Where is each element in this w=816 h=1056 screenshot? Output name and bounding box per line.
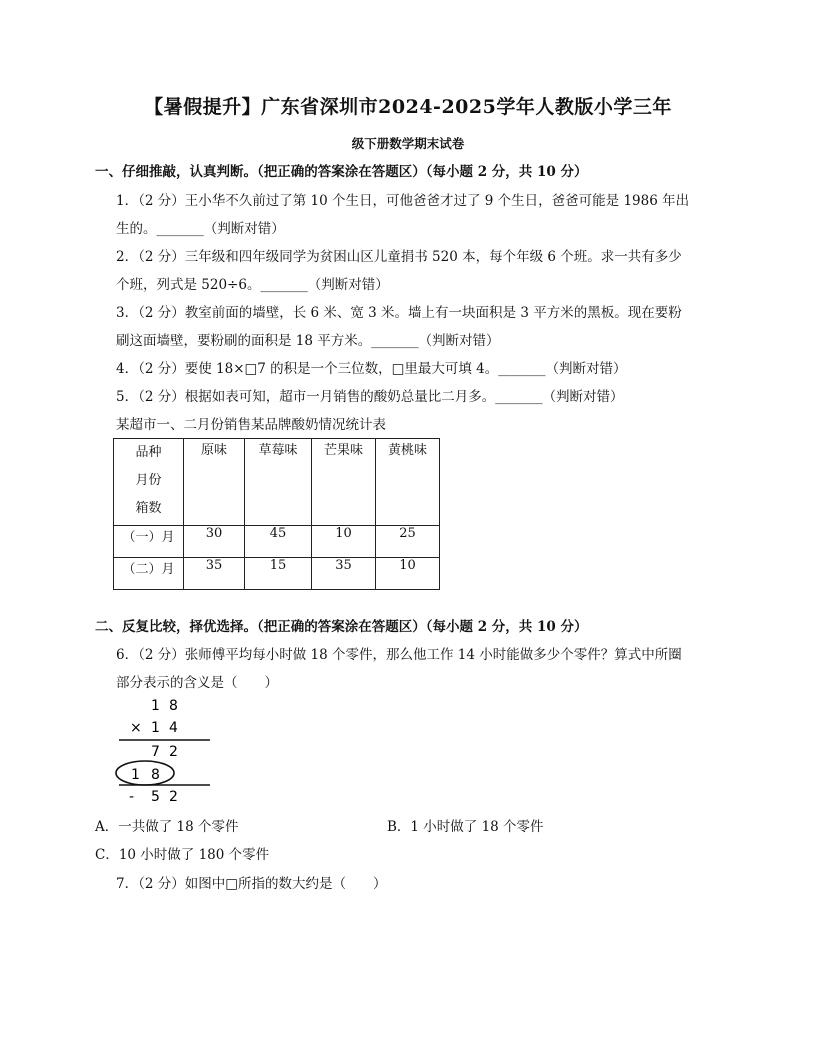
header-mango: 芒果味 — [312, 439, 376, 526]
row-label: （二）月 — [114, 558, 184, 590]
calc-digit: 1 — [131, 767, 140, 783]
question-6-line2: 部分表示的含义是（ ） — [116, 675, 278, 691]
table-corner-cell — [114, 439, 184, 526]
question-3-line2: 刷这面墙壁，要粉刷的面积是 18 平方米。_______（判断对错） — [116, 333, 500, 349]
calc-digit: 8 — [169, 698, 178, 714]
question-4: 4．（2 分）要使 18×□7 的积是一个三位数，□里最大可填 4。_______（判断对错） — [116, 361, 627, 377]
table-row — [114, 558, 440, 590]
table-cell: 10 — [312, 526, 376, 558]
option-c: C．10 小时做了 180 个零件 — [95, 847, 270, 863]
question-2-line1: 2．（2 分）三年级和四年级同学为贫困山区儿童捐书 520 本，每个年级 6 个班。求一共有多少 — [116, 249, 682, 265]
table-header-row — [114, 439, 440, 526]
question-3-line1: 3．（2 分）教室前面的墙壁，长 6 米、宽 3 米。墙上有一块面积是 3 平方米的黑板。现在要粉 — [116, 305, 682, 321]
table-cell: 25 — [376, 526, 440, 558]
table-caption: 某超市一、二月份销售某品牌酸奶情况统计表 — [116, 417, 386, 433]
sales-table — [113, 438, 440, 590]
table-cell: 30 — [184, 526, 245, 558]
calc-minus: - — [129, 789, 135, 805]
corner-month: 月份 — [135, 473, 162, 488]
question-1-line2: 生的。_______（判断对错） — [116, 221, 285, 237]
table-cell: 15 — [245, 558, 312, 590]
question-2-line2: 个班，列式是 520÷6。_______（判断对错） — [116, 277, 389, 293]
table-cell: 35 — [184, 558, 245, 590]
calc-digit: 7 — [151, 744, 160, 760]
table-cell: 10 — [376, 558, 440, 590]
option-b: B．1 小时做了 18 个零件 — [387, 819, 544, 835]
page-subtitle: 级下册数学期末试卷 — [351, 136, 465, 151]
option-a: A．一共做了 18 个零件 — [95, 819, 239, 835]
row-label: （一）月 — [114, 526, 184, 558]
question-5: 5．（2 分）根据如表可知，超市一月销售的酸奶总量比二月多。_______（判断对错） — [116, 389, 624, 405]
section1-heading: 一、仔细推敲，认真判断。（把正确的答案涂在答题区）（每小题 2 分，共 10 分） — [95, 164, 588, 180]
calc-digit: 4 — [169, 720, 178, 736]
circled-part — [116, 761, 174, 785]
question-7: 7．（2 分）如图中□所指的数大约是（ ） — [116, 876, 387, 892]
corner-boxes: 箱数 — [135, 501, 162, 516]
section2-heading: 二、反复比较，择优选择。（把正确的答案涂在答题区）（每小题 2 分，共 10 分） — [95, 619, 588, 635]
table-cell: 45 — [245, 526, 312, 558]
calc-digit: 8 — [151, 767, 160, 783]
corner-variety: 品种 — [135, 445, 162, 460]
calc-digit: 5 — [151, 789, 160, 805]
table-cell: 35 — [312, 558, 376, 590]
calc-times: × — [130, 720, 142, 736]
table-row — [114, 526, 440, 558]
calc-digit: 2 — [169, 744, 178, 760]
calc-digit: 1 — [151, 698, 160, 714]
multiplication-figure — [113, 693, 213, 805]
calc-digit: 1 — [151, 720, 160, 736]
question-1-line1: 1．（2 分）王小华不久前过了第 10 个生日，可他爸爸才过了 9 个生日，爸爸可能是 1986 年出 — [116, 193, 690, 209]
header-original: 原味 — [184, 439, 245, 526]
header-strawberry: 草莓味 — [245, 439, 312, 526]
calc-digit: 2 — [169, 789, 178, 805]
question-6-line1: 6．（2 分）张师傅平均每小时做 18 个零件，那么他工作 14 小时能做多少个零件？算式中所圈 — [116, 647, 682, 663]
page-title: 【暑假提升】广东省深圳市2024-2025学年人教版小学三年 — [144, 96, 672, 118]
header-peach: 黄桃味 — [376, 439, 440, 526]
